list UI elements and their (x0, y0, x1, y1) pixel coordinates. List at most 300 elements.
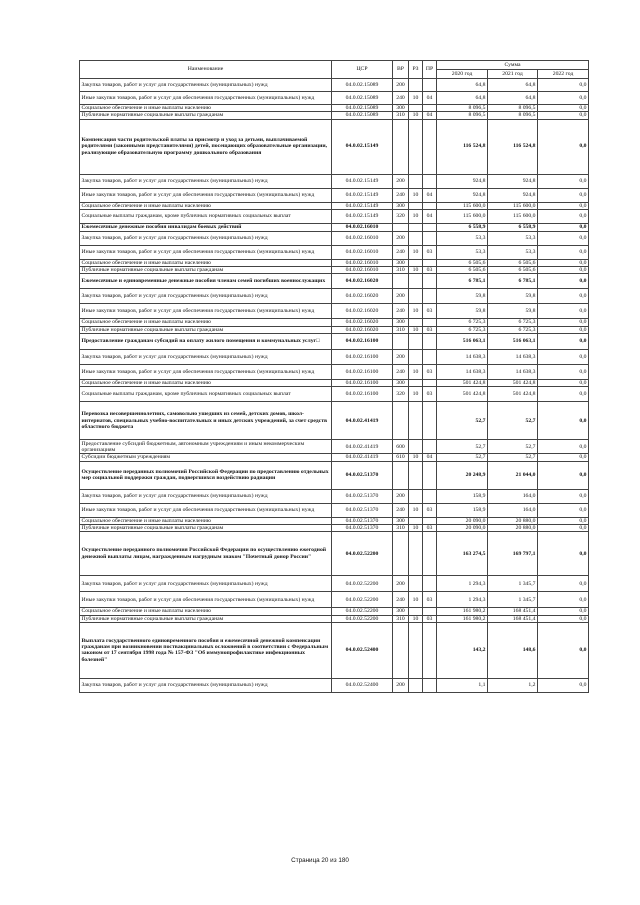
row-pr (423, 350, 437, 365)
row-vr: 600 (393, 440, 409, 454)
row-rz (409, 259, 423, 266)
header-name: Наименование (80, 61, 332, 79)
row-sum-2022: 0,0 (538, 532, 589, 576)
row-name: Иные закупки товаров, работ и услуг для обеспечения государственных (муниципальных) нужд (80, 592, 332, 608)
table-row (80, 678, 589, 692)
row-pr (423, 576, 437, 592)
row-rz (409, 517, 423, 524)
row-csr: 04.0.02.52200 (332, 592, 393, 608)
row-sum-2022: 0,0 (538, 380, 589, 387)
table-row (80, 92, 589, 105)
row-csr: 04.0.02.16100 (332, 350, 393, 365)
row-pr (423, 622, 437, 678)
row-csr: 04.0.02.51370 (332, 461, 393, 489)
row-sum-2022: 0,0 (538, 622, 589, 678)
row-vr: 300 (393, 380, 409, 387)
row-sum-2020: 501 424,8 (437, 380, 488, 387)
row-rz (409, 489, 423, 503)
row-name: Закупка товаров, работ и услуг для государственных (муниципальных) нужд (80, 678, 332, 692)
row-csr: 04.0.02.16100 (332, 365, 393, 380)
row-name: Закупка товаров, работ и услуг для государственных (муниципальных) нужд (80, 231, 332, 245)
row-sum-2021: 164,0 (488, 489, 538, 503)
row-vr: 300 (393, 319, 409, 326)
row-sum-2020: 64,8 (437, 92, 488, 105)
row-sum-2022: 0,0 (538, 592, 589, 608)
row-sum-2022: 0,0 (538, 387, 589, 402)
row-vr: 200 (393, 678, 409, 692)
row-sum-2020: 64,8 (437, 79, 488, 92)
row-pr (423, 105, 437, 112)
table-row (80, 112, 589, 119)
row-name: Закупка товаров, работ и услуг для государственных (муниципальных) нужд (80, 350, 332, 365)
header-pr: ПР (423, 61, 437, 79)
row-sum-2020: 1,1 (437, 678, 488, 692)
row-sum-2022: 0,0 (538, 608, 589, 615)
row-sum-2021: 168 451,4 (488, 615, 538, 622)
table-row (80, 119, 589, 174)
row-pr: 04 (423, 188, 437, 202)
row-sum-2022: 0,0 (538, 461, 589, 489)
row-name: Социальное обеспечение и иные выплаты населению (80, 259, 332, 266)
row-csr: 04.0.02.15089 (332, 105, 393, 112)
row-pr (423, 202, 437, 209)
row-sum-2020: 1 294,3 (437, 576, 488, 592)
row-sum-2022: 0,0 (538, 319, 589, 326)
row-pr: 03 (423, 365, 437, 380)
row-name: Иные закупки товаров, работ и услуг для обеспечения государственных (муниципальных) нужд (80, 245, 332, 259)
row-rz: 10 (409, 92, 423, 105)
row-vr: 240 (393, 304, 409, 319)
row-pr (423, 289, 437, 304)
row-rz (409, 105, 423, 112)
row-sum-2022: 0,0 (538, 489, 589, 503)
row-vr: 300 (393, 517, 409, 524)
row-vr (393, 119, 409, 174)
row-pr: 04 (423, 92, 437, 105)
table-row (80, 524, 589, 531)
row-csr: 04.0.02.52200 (332, 532, 393, 576)
row-rz (409, 202, 423, 209)
row-pr (423, 517, 437, 524)
row-csr: 04.0.02.15149 (332, 209, 393, 223)
row-rz: 10 (409, 454, 423, 461)
row-csr: 04.0.02.16010 (332, 231, 393, 245)
row-sum-2020: 161 980,2 (437, 608, 488, 615)
row-pr (423, 174, 437, 188)
row-sum-2021: 52,7 (488, 440, 538, 454)
row-pr (423, 678, 437, 692)
row-name: Иные закупки товаров, работ и услуг для обеспечения государственных (муниципальных) нужд (80, 304, 332, 319)
row-rz (409, 334, 423, 350)
row-rz: 10 (409, 387, 423, 402)
row-vr (393, 532, 409, 576)
table-row (80, 79, 589, 92)
row-sum-2022: 0,0 (538, 274, 589, 289)
row-rz (409, 576, 423, 592)
row-rz (409, 461, 423, 489)
table-row (80, 576, 589, 592)
row-sum-2022: 0,0 (538, 259, 589, 266)
table-row (80, 402, 589, 440)
row-sum-2020: 8 096,5 (437, 112, 488, 119)
row-csr: 04.0.02.15089 (332, 112, 393, 119)
row-pr (423, 119, 437, 174)
row-vr (393, 461, 409, 489)
row-name: Социальные выплаты гражданам, кроме публичных нормативных социальных выплат (80, 387, 332, 402)
row-pr: 04 (423, 209, 437, 223)
header-vr: ВР (393, 61, 409, 79)
table-row (80, 334, 589, 350)
table-row (80, 319, 589, 326)
row-sum-2021: 148,6 (488, 622, 538, 678)
row-sum-2020: 116 524,8 (437, 119, 488, 174)
row-csr: 04.0.02.15149 (332, 174, 393, 188)
row-vr: 320 (393, 387, 409, 402)
row-sum-2020: 6 505,6 (437, 267, 488, 274)
row-sum-2020: 924,8 (437, 188, 488, 202)
row-sum-2020: 14 638,3 (437, 365, 488, 380)
table-row (80, 326, 589, 333)
row-sum-2022: 0,0 (538, 524, 589, 531)
row-rz: 10 (409, 524, 423, 531)
row-pr: 03 (423, 304, 437, 319)
row-vr: 200 (393, 350, 409, 365)
row-sum-2021: 6 725,3 (488, 326, 538, 333)
row-sum-2021: 116 524,8 (488, 119, 538, 174)
row-vr: 240 (393, 245, 409, 259)
row-sum-2022: 0,0 (538, 223, 589, 231)
row-vr (393, 402, 409, 440)
row-sum-2020: 161 980,2 (437, 615, 488, 622)
row-sum-2021: 516 063,1 (488, 334, 538, 350)
row-rz: 10 (409, 267, 423, 274)
row-sum-2021: 1 345,7 (488, 576, 538, 592)
row-name: Закупка товаров, работ и услуг для государственных (муниципальных) нужд (80, 79, 332, 92)
row-sum-2021: 8 096,5 (488, 105, 538, 112)
row-sum-2022: 0,0 (538, 79, 589, 92)
row-sum-2022: 0,0 (538, 365, 589, 380)
row-csr: 04.0.02.16100 (332, 387, 393, 402)
row-name: Иные закупки товаров, работ и услуг для обеспечения государственных (муниципальных) нужд (80, 92, 332, 105)
table-row (80, 188, 589, 202)
table-row (80, 454, 589, 461)
row-sum-2021: 53,3 (488, 245, 538, 259)
row-vr: 240 (393, 503, 409, 517)
row-sum-2020: 115 600,0 (437, 209, 488, 223)
row-vr: 200 (393, 576, 409, 592)
row-sum-2020: 6 558,9 (437, 223, 488, 231)
row-sum-2021: 6 558,9 (488, 223, 538, 231)
row-vr: 300 (393, 259, 409, 266)
row-vr (393, 622, 409, 678)
row-sum-2022: 0,0 (538, 112, 589, 119)
row-sum-2022: 0,0 (538, 304, 589, 319)
row-sum-2020: 14 638,3 (437, 350, 488, 365)
row-name: Закупка товаров, работ и услуг для государственных (муниципальных) нужд (80, 174, 332, 188)
row-name: Предоставление гражданам субсидий на оплату жилого помещения и коммунальных услуг□ (80, 334, 332, 350)
row-csr: 04.0.02.51370 (332, 503, 393, 517)
row-vr: 240 (393, 188, 409, 202)
header-sum: Сумма (437, 61, 589, 70)
row-rz (409, 608, 423, 615)
row-pr: 03 (423, 503, 437, 517)
row-name: Выплата государственного единовременного пособия и ежемесячной денежной компенсации гражданам при возникновении поствакцинальных осложнений в соответствии с Федеральным законом от 17 сентября 1998 года № 157-ФЗ "Об иммунопрофилактике инфекционных болезней" (80, 622, 332, 678)
row-csr: 04.0.02.15089 (332, 92, 393, 105)
table-row (80, 209, 589, 223)
row-sum-2021: 1,2 (488, 678, 538, 692)
row-sum-2021: 52,7 (488, 454, 538, 461)
row-pr (423, 79, 437, 92)
row-sum-2021: 6 505,6 (488, 259, 538, 266)
row-sum-2022: 0,0 (538, 245, 589, 259)
row-pr (423, 319, 437, 326)
row-csr: 04.0.02.15149 (332, 119, 393, 174)
row-sum-2020: 163 274,5 (437, 532, 488, 576)
row-sum-2020: 516 063,1 (437, 334, 488, 350)
row-csr: 04.0.02.16100 (332, 380, 393, 387)
row-sum-2021: 501 424,8 (488, 380, 538, 387)
row-csr: 04.0.02.15149 (332, 202, 393, 209)
row-vr: 310 (393, 326, 409, 333)
row-pr: 04 (423, 112, 437, 119)
row-rz: 10 (409, 188, 423, 202)
row-rz (409, 289, 423, 304)
row-sum-2020: 6 725,3 (437, 326, 488, 333)
table-row (80, 202, 589, 209)
table-row (80, 380, 589, 387)
row-csr: 04.0.02.15089 (332, 79, 393, 92)
row-vr: 200 (393, 289, 409, 304)
row-sum-2020: 115 600,0 (437, 202, 488, 209)
row-name: Публичные нормативные социальные выплаты гражданам (80, 615, 332, 622)
row-rz (409, 223, 423, 231)
row-sum-2022: 0,0 (538, 615, 589, 622)
row-vr: 200 (393, 79, 409, 92)
row-sum-2020: 158,9 (437, 489, 488, 503)
row-name: Ежемесячные и единовременные денежные пособия членам семей погибших военнослужащих (80, 274, 332, 289)
row-csr: 04.0.02.16020 (332, 304, 393, 319)
row-vr (393, 334, 409, 350)
row-sum-2022: 0,0 (538, 334, 589, 350)
row-pr (423, 334, 437, 350)
row-csr: 04.0.02.41419 (332, 454, 393, 461)
row-pr (423, 223, 437, 231)
row-sum-2021: 115 600,0 (488, 202, 538, 209)
row-rz (409, 231, 423, 245)
row-vr: 310 (393, 267, 409, 274)
row-vr: 310 (393, 615, 409, 622)
row-sum-2020: 924,8 (437, 174, 488, 188)
row-rz (409, 622, 423, 678)
row-name: Компенсация части родительской платы за присмотр и уход за детьми, выплачиваемой родителями (законными представителями) детей, посещающих образовательные организации, реализующие образовательную программу дошкольного образования (80, 119, 332, 174)
header-year-2020: 2020 год (437, 70, 488, 79)
row-sum-2021: 1 345,7 (488, 592, 538, 608)
row-vr: 310 (393, 524, 409, 531)
row-sum-2022: 0,0 (538, 402, 589, 440)
row-sum-2021: 8 096,5 (488, 112, 538, 119)
row-pr: 03 (423, 615, 437, 622)
row-sum-2022: 0,0 (538, 92, 589, 105)
row-pr (423, 231, 437, 245)
row-vr (393, 223, 409, 231)
row-sum-2021: 64,8 (488, 92, 538, 105)
row-name: Публичные нормативные социальные выплаты гражданам (80, 267, 332, 274)
row-name: Публичные нормативные социальные выплаты гражданам (80, 326, 332, 333)
table-row (80, 532, 589, 576)
row-sum-2021: 169 797,1 (488, 532, 538, 576)
row-vr: 200 (393, 174, 409, 188)
row-sum-2021: 20 880,0 (488, 517, 538, 524)
row-csr: 04.0.02.52200 (332, 576, 393, 592)
row-name: Субсидии бюджетным учреждениям (80, 454, 332, 461)
table-row (80, 267, 589, 274)
row-csr: 04.0.02.16100 (332, 334, 393, 350)
table-row (80, 615, 589, 622)
row-sum-2022: 0,0 (538, 350, 589, 365)
row-rz (409, 274, 423, 289)
row-csr: 04.0.02.15149 (332, 188, 393, 202)
row-rz (409, 350, 423, 365)
row-vr: 240 (393, 592, 409, 608)
row-csr: 04.0.02.16020 (332, 319, 393, 326)
row-sum-2021: 64,8 (488, 79, 538, 92)
header-year-2021: 2021 год (488, 70, 538, 79)
row-sum-2022: 0,0 (538, 678, 589, 692)
row-sum-2022: 0,0 (538, 209, 589, 223)
row-vr: 300 (393, 105, 409, 112)
row-vr: 320 (393, 209, 409, 223)
row-rz: 10 (409, 365, 423, 380)
budget-table (79, 60, 589, 693)
row-pr: 03 (423, 245, 437, 259)
row-pr (423, 274, 437, 289)
row-sum-2022: 0,0 (538, 289, 589, 304)
row-sum-2020: 52,7 (437, 402, 488, 440)
row-vr: 200 (393, 231, 409, 245)
row-sum-2021: 501 424,8 (488, 387, 538, 402)
row-sum-2020: 59,8 (437, 304, 488, 319)
row-sum-2021: 21 044,0 (488, 461, 538, 489)
table-row (80, 231, 589, 245)
row-sum-2022: 0,0 (538, 517, 589, 524)
row-name: Социальное обеспечение и иные выплаты населению (80, 517, 332, 524)
row-rz (409, 79, 423, 92)
row-name: Социальное обеспечение и иные выплаты населению (80, 608, 332, 615)
row-sum-2020: 20 090,0 (437, 517, 488, 524)
row-sum-2021: 14 638,3 (488, 350, 538, 365)
row-sum-2021: 164,0 (488, 503, 538, 517)
row-csr: 04.0.02.16020 (332, 289, 393, 304)
row-sum-2022: 0,0 (538, 440, 589, 454)
row-sum-2022: 0,0 (538, 202, 589, 209)
row-sum-2021: 59,8 (488, 304, 538, 319)
row-csr: 04.0.02.41419 (332, 402, 393, 440)
row-sum-2020: 20 248,9 (437, 461, 488, 489)
row-sum-2021: 53,3 (488, 231, 538, 245)
row-name: Закупка товаров, работ и услуг для государственных (муниципальных) нужд (80, 576, 332, 592)
row-name: Публичные нормативные социальные выплаты гражданам (80, 112, 332, 119)
table-row (80, 461, 589, 489)
row-csr: 04.0.02.41419 (332, 440, 393, 454)
row-vr (393, 274, 409, 289)
row-vr: 300 (393, 202, 409, 209)
row-rz (409, 402, 423, 440)
row-sum-2022: 0,0 (538, 188, 589, 202)
row-sum-2021: 6 785,1 (488, 274, 538, 289)
row-sum-2021: 59,8 (488, 289, 538, 304)
row-name: Социальное обеспечение и иные выплаты населению (80, 319, 332, 326)
row-sum-2020: 6 725,3 (437, 319, 488, 326)
row-sum-2020: 1 294,3 (437, 592, 488, 608)
row-sum-2022: 0,0 (538, 231, 589, 245)
row-csr: 04.0.02.51370 (332, 517, 393, 524)
row-sum-2020: 52,7 (437, 454, 488, 461)
row-rz: 10 (409, 112, 423, 119)
row-rz: 10 (409, 326, 423, 333)
row-rz: 10 (409, 615, 423, 622)
row-pr (423, 380, 437, 387)
row-vr: 300 (393, 608, 409, 615)
table-row (80, 174, 589, 188)
row-vr: 610 (393, 454, 409, 461)
row-sum-2022: 0,0 (538, 503, 589, 517)
row-sum-2022: 0,0 (538, 326, 589, 333)
row-rz (409, 174, 423, 188)
row-vr: 240 (393, 92, 409, 105)
row-sum-2022: 0,0 (538, 267, 589, 274)
row-pr (423, 489, 437, 503)
row-name: Социальное обеспечение и иные выплаты населению (80, 105, 332, 112)
table-row (80, 350, 589, 365)
table-row (80, 517, 589, 524)
table-row (80, 592, 589, 608)
table-row (80, 622, 589, 678)
row-rz (409, 119, 423, 174)
header-rz: РЗ (409, 61, 423, 79)
row-pr: 04 (423, 454, 437, 461)
row-sum-2020: 59,8 (437, 289, 488, 304)
table-row (80, 503, 589, 517)
row-sum-2021: 924,8 (488, 174, 538, 188)
row-name: Иные закупки товаров, работ и услуг для обеспечения государственных (муниципальных) нужд (80, 503, 332, 517)
row-csr: 04.0.02.16020 (332, 274, 393, 289)
row-sum-2020: 8 096,5 (437, 105, 488, 112)
row-csr: 04.0.02.16020 (332, 326, 393, 333)
row-csr: 04.0.02.16010 (332, 245, 393, 259)
row-rz (409, 532, 423, 576)
budget-table-container (79, 60, 588, 693)
row-sum-2022: 0,0 (538, 105, 589, 112)
row-rz: 10 (409, 592, 423, 608)
row-sum-2021: 6 725,3 (488, 319, 538, 326)
table-row (80, 259, 589, 266)
row-vr: 200 (393, 489, 409, 503)
row-sum-2022: 0,0 (538, 576, 589, 592)
row-name: Закупка товаров, работ и услуг для государственных (муниципальных) нужд (80, 289, 332, 304)
row-sum-2022: 0,0 (538, 119, 589, 174)
row-rz: 10 (409, 304, 423, 319)
row-rz (409, 440, 423, 454)
row-rz (409, 380, 423, 387)
row-sum-2022: 0,0 (538, 454, 589, 461)
row-name: Иные закупки товаров, работ и услуг для обеспечения государственных (муниципальных) нужд (80, 188, 332, 202)
row-rz (409, 678, 423, 692)
row-sum-2021: 168 451,4 (488, 608, 538, 615)
table-row (80, 304, 589, 319)
row-sum-2021: 924,8 (488, 188, 538, 202)
row-csr: 04.0.02.52400 (332, 678, 393, 692)
row-name: Осуществление переданных полномочий Российской Федерации по предоставлению отдельных мер социальной поддержки граждан, подвергшихся воздействию радиации (80, 461, 332, 489)
